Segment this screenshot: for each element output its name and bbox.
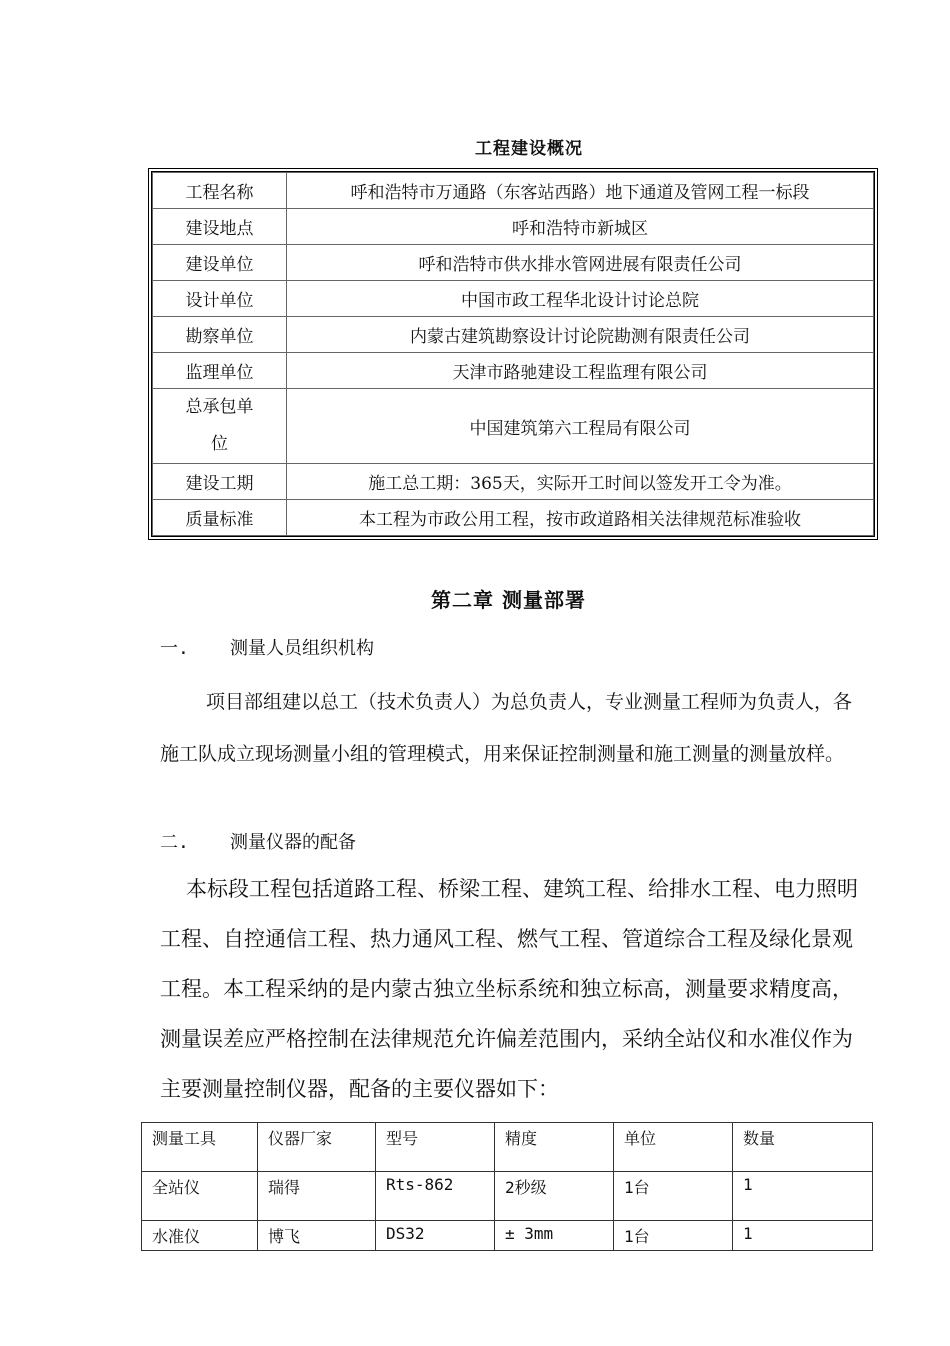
row-label: 建设地点 (153, 209, 287, 245)
chapter-title: 第二章 测量部署 (431, 588, 586, 612)
row-value: 内蒙古建筑勘察设计讨论院勘测有限责任公司 (287, 317, 874, 353)
table-cell: 1 (733, 1221, 873, 1251)
table-cell: DS32 (376, 1221, 495, 1251)
row-value: 呼和浩特市万通路（东客站西路）地下通道及管网工程一标段 (287, 173, 874, 209)
column-header: 数量 (733, 1123, 873, 1172)
section-title: 测量人员组织机构 (230, 638, 374, 659)
table-row (153, 281, 874, 317)
paragraph (160, 676, 860, 780)
instrument-table (141, 1122, 873, 1251)
row-label: 工程名称 (153, 173, 287, 209)
section-title: 测量仪器的配备 (230, 832, 356, 853)
table-row (153, 500, 874, 536)
table-cell: 水准仪 (142, 1221, 258, 1251)
table-cell: ± 3mm (495, 1221, 614, 1251)
paragraph (160, 864, 860, 1114)
paragraph-text: 项目部组建以总工（技术负责人）为总负责人，专业测量工程师为负责人，各施工队成立现场测量小组的管理模式，用来保证控制测量和施工测量的测量放样。 (160, 691, 853, 765)
section-heading (160, 634, 374, 660)
table-row (142, 1172, 873, 1221)
column-header: 仪器厂家 (258, 1123, 376, 1172)
row-value: 呼和浩特市新城区 (287, 209, 874, 245)
row-value: 天津市路驰建设工程监理有限公司 (287, 353, 874, 389)
column-header: 测量工具 (142, 1123, 258, 1172)
section-number: 一. (160, 638, 189, 659)
table-cell: 全站仪 (142, 1172, 258, 1221)
table-cell: Rts-862 (376, 1172, 495, 1221)
table-cell: 1台 (614, 1221, 733, 1251)
section-number: 二. (160, 832, 189, 853)
row-value: 中国建筑第六工程局有限公司 (287, 389, 874, 464)
document-title: 工程建设概况 (475, 139, 583, 159)
table-row (153, 245, 874, 281)
table-row (153, 353, 874, 389)
table-row (153, 317, 874, 353)
row-value: 呼和浩特市供水排水管网进展有限责任公司 (287, 245, 874, 281)
row-label: 监理单位 (153, 353, 287, 389)
column-header: 精度 (495, 1123, 614, 1172)
paragraph-text: 本标段工程包括道路工程、桥梁工程、建筑工程、给排水工程、电力照明工程、自控通信工程、热力通风工程、燃气工程、管道综合工程及绿化景观工程。本工程采纳的是内蒙古独立坐标系统和独立标高，测量要求精度高，测量误差应严格控制在法律规范允许偏差范围内，采纳全站仪和水准仪作为主要测量控制仪器，配备的主要仪器如下： (160, 877, 858, 1101)
row-value: 本工程为市政公用工程，按市政道路相关法律规范标准验收 (287, 500, 874, 536)
row-label: 建设单位 (153, 245, 287, 281)
column-header: 单位 (614, 1123, 733, 1172)
table-cell: 1 (733, 1172, 873, 1221)
table-row (142, 1221, 873, 1251)
project-overview-table (148, 168, 878, 540)
row-label: 勘察单位 (153, 317, 287, 353)
table-cell: 瑞得 (258, 1172, 376, 1221)
table-header-row (142, 1123, 873, 1172)
row-label-line: 总承包单 (185, 397, 254, 417)
table-row (153, 209, 874, 245)
table-row (153, 464, 874, 500)
section-heading (160, 828, 356, 854)
row-label (153, 389, 287, 464)
row-value: 施工总工期：365天，实际开工时间以签发开工令为准。 (287, 464, 874, 500)
column-header: 型号 (376, 1123, 495, 1172)
row-label-line: 位 (211, 434, 228, 454)
table-cell: 1台 (614, 1172, 733, 1221)
row-value: 中国市政工程华北设计讨论总院 (287, 281, 874, 317)
table-row (153, 389, 874, 464)
table-cell: 2秒级 (495, 1172, 614, 1221)
row-label: 建设工期 (153, 464, 287, 500)
table-row (153, 173, 874, 209)
table-cell: 博飞 (258, 1221, 376, 1251)
row-label: 设计单位 (153, 281, 287, 317)
row-label: 质量标准 (153, 500, 287, 536)
